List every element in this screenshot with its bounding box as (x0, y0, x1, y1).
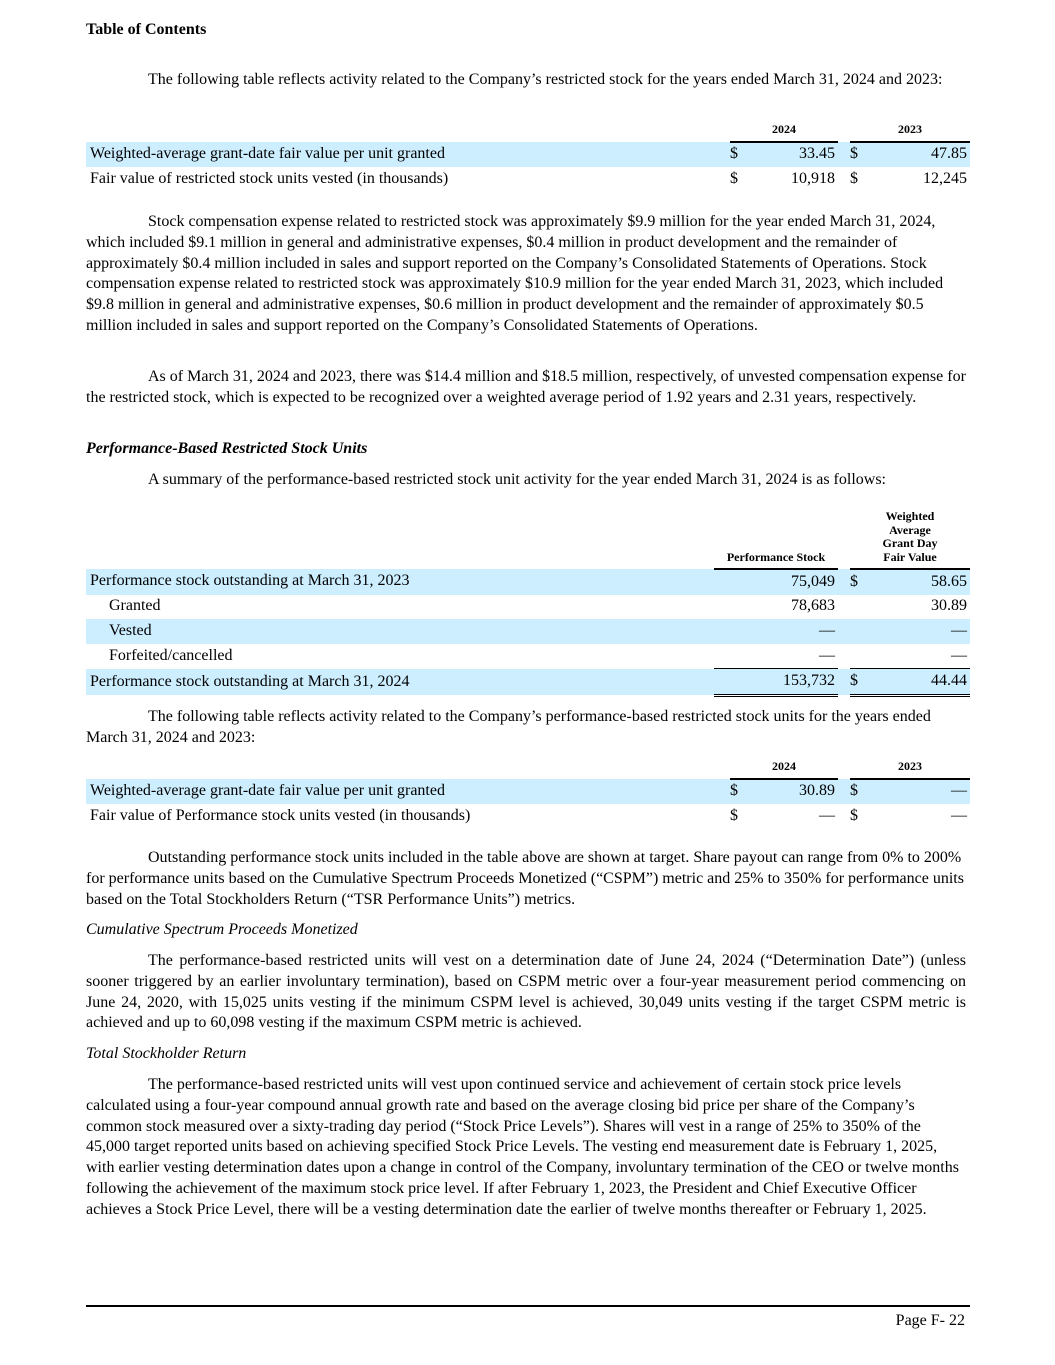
header-line: Grant Day (882, 536, 938, 550)
row-label: Weighted-average grant-date fair value per unit granted (86, 142, 722, 168)
cspm-paragraph: The performance-based restricted units will vest on a determination date of June 24, 2024 (“Determination Date”) (unless sooner triggered by an earlier involuntary termination), based on CSPM metric over a four-year measurement period commencing on June 24, 2020, with 15,025 units vesting if the minimum CSPM level is achieved, 30,049 units vesting if the target CSPM metric is achieved and up to 60,098 vesting if the maximum CSPM metric is achieved. (86, 952, 966, 1032)
footer-divider (86, 1305, 970, 1307)
header-line: Fair Value (883, 549, 937, 564)
column-header-2023: 2023 (850, 760, 970, 779)
row-label: Fair value of restricted stock units vested (in thousands) (90, 169, 449, 187)
page-number: Page F- 22 (895, 1312, 965, 1329)
fair-value: 44.44 (868, 669, 970, 696)
value-2023: — (951, 806, 967, 824)
header-line: Average (889, 522, 931, 537)
table-row (86, 779, 970, 805)
fair-value: — (868, 619, 970, 644)
currency-symbol (850, 619, 868, 644)
performance-stock-value: 78,683 (791, 597, 835, 615)
table-header-row (86, 123, 970, 142)
header-line: Weighted (885, 509, 935, 523)
row-label: Granted (109, 597, 161, 615)
currency-symbol (850, 595, 868, 620)
row-label: Performance stock outstanding at March 31, 2023 (86, 569, 700, 595)
table-row (86, 804, 970, 829)
row-label: Vested (86, 619, 700, 644)
column-header-2023: 2023 (850, 123, 970, 142)
value-2024: 33.45 (748, 142, 838, 168)
row-label: Fair value of Performance stock units vested (in thousands) (90, 806, 471, 824)
tsr-paragraph: The performance-based restricted units will vest upon continued service and achievement of certain stock price levels calculated using a four-year compound annual growth rate and based on the average closing bid price per share of the Company’s common stock measured over a sixty-trading day period (“Stock Price Levels”). Shares will vest in a range of 25% to 350% of the 45,000 target reported units based on achieving specified Stock Price Levels. The vesting end measurement date is February 1, 2025, with earlier vesting determination dates upon a change in control of the Company, involuntary termination of the CEO or twelve months following the achievement of the maximum stock price level. If after February 1, 2023, the President and Chief Executive Officer achieves a Stock Price Level, there will be a vesting determination date the earlier of twelve months thereafter or February 1, 2025. (86, 1076, 959, 1218)
currency-symbol: $ (850, 669, 868, 696)
fair-value: — (868, 644, 970, 669)
currency-symbol: $ (730, 806, 738, 824)
psu-summary-intro: A summary of the performance-based restricted stock unit activity for the year ended March 31, 2024 is as follows: (148, 471, 886, 488)
table-row (86, 569, 970, 595)
restricted-stock-activity-table (86, 123, 970, 192)
currency-symbol: $ (850, 569, 868, 595)
row-label: Performance stock outstanding at March 31, 2024 (86, 669, 700, 696)
currency-symbol: $ (850, 806, 858, 824)
column-header-2024: 2024 (730, 123, 838, 142)
column-header-performance-stock: Performance Stock (714, 510, 838, 569)
table-row (86, 167, 970, 192)
section-heading-cspm: Cumulative Spectrum Proceeds Monetized (86, 921, 358, 938)
performance-stock-value: — (714, 619, 838, 644)
table-row (86, 669, 970, 696)
table-row (86, 595, 970, 620)
value-2024: — (819, 806, 835, 824)
row-label: Forfeited/cancelled (109, 646, 233, 664)
table-of-contents-link[interactable]: Table of Contents (86, 21, 207, 38)
currency-symbol: $ (730, 169, 738, 187)
table-header-row (86, 760, 970, 779)
performance-stock-value: 153,732 (714, 669, 838, 696)
performance-stock-activity-table (86, 510, 970, 697)
section-heading-psu: Performance-Based Restricted Stock Units (86, 440, 368, 457)
column-header-2024: 2024 (730, 760, 838, 779)
row-label: Weighted-average grant-date fair value per unit granted (86, 779, 722, 805)
currency-symbol: $ (850, 779, 868, 805)
currency-symbol: $ (850, 169, 858, 187)
value-2023: 47.85 (868, 142, 970, 168)
intro-performance-units: The following table reflects activity related to the Company’s performance-based restricted stock units for the years ended March 31, 2024 and 2023: (86, 708, 931, 746)
table-header-row (86, 510, 970, 569)
section-heading-tsr: Total Stockholder Return (86, 1045, 247, 1062)
performance-units-activity-table (86, 760, 970, 829)
table-row (86, 142, 970, 168)
value-2023: — (868, 779, 970, 805)
stock-compensation-paragraph: Stock compensation expense related to restricted stock was approximately $9.9 million for the year ended March 31, 2024, which included $9.1 million in general and administrative expenses, $0.4 million in product development and the remainder of approximately $0.4 million included in sales and support reported on the Company’s Consolidated Statements of Operations. Stock compensation expense related to restricted stock was approximately $10.9 million for the year ended March 31, 2023, which included $9.8 million in general and administrative expenses, $0.6 million in product development and the remainder of approximately $0.5 million included in sales and support reported on the Company’s Consolidated Statements of Operations. (86, 213, 944, 334)
currency-symbol: $ (730, 142, 748, 168)
fair-value: 58.65 (868, 569, 970, 595)
currency-symbol: $ (730, 779, 748, 805)
table-row (86, 644, 970, 669)
target-payout-paragraph: Outstanding performance stock units included in the table above are shown at target. Share payout can range from 0% to 200% for performance units based on the Cumulative Spectrum Proceeds Monetized (“CSPM”) metric and 25% to 350% for performance units based on the Total Stockholders Return (“TSR Performance Units”) metrics. (86, 849, 964, 908)
performance-stock-value: 75,049 (714, 569, 838, 595)
currency-symbol (850, 644, 868, 669)
unvested-compensation-paragraph: As of March 31, 2024 and 2023, there was $14.4 million and $18.5 million, respectively, of unvested compensation expense for the restricted stock, which is expected to be recognized over a weighted average period of 1.92 years and 2.31 years, respectively. (86, 368, 966, 406)
value-2024: 10,918 (791, 169, 835, 187)
fair-value: 30.89 (931, 597, 967, 615)
performance-stock-value: — (714, 644, 838, 669)
value-2023: 12,245 (923, 169, 967, 187)
table-row (86, 619, 970, 644)
intro-restricted-stock: The following table reflects activity related to the Company’s restricted stock for the years ended March 31, 2024 and 2023: (148, 71, 943, 88)
value-2024: 30.89 (748, 779, 838, 805)
currency-symbol: $ (850, 142, 868, 168)
column-header-fair-value (850, 510, 970, 569)
